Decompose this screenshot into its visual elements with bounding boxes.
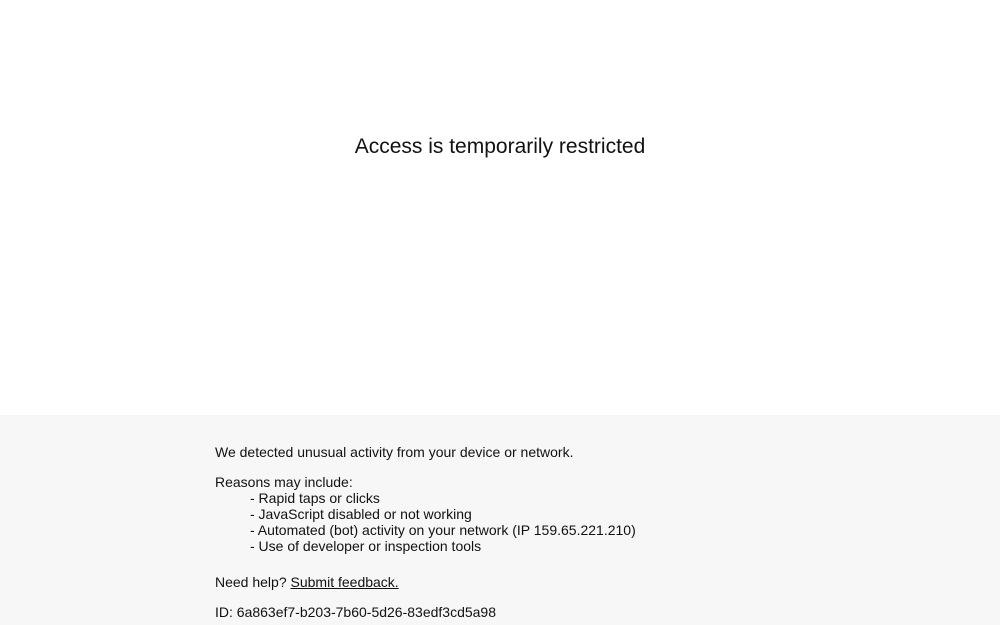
details-content <box>215 444 815 620</box>
detection-message: We detected unusual activity from your device or network. <box>215 444 574 460</box>
reason-item: - Rapid taps or clicks <box>250 490 380 506</box>
submit-feedback-link[interactable]: Submit feedback. <box>290 574 399 590</box>
reason-item: - Automated (bot) activity on your network (IP 159.65.221.210) <box>250 522 636 538</box>
reason-item: - Use of developer or inspection tools <box>250 538 482 554</box>
page-title: Access is temporarily restricted <box>354 135 646 158</box>
help-prefix: Need help? <box>215 574 287 590</box>
id-label: ID: <box>215 604 233 620</box>
id-value: 6a863ef7-b203-7b60-5d26-83edf3cd5a98 <box>236 604 497 620</box>
reasons-list <box>215 490 815 554</box>
reason-item: - JavaScript disabled or not working <box>250 506 472 522</box>
request-id <box>215 604 815 620</box>
details-panel <box>0 415 1000 625</box>
reasons-heading: Reasons may include: <box>215 474 353 490</box>
help-line <box>215 574 815 590</box>
